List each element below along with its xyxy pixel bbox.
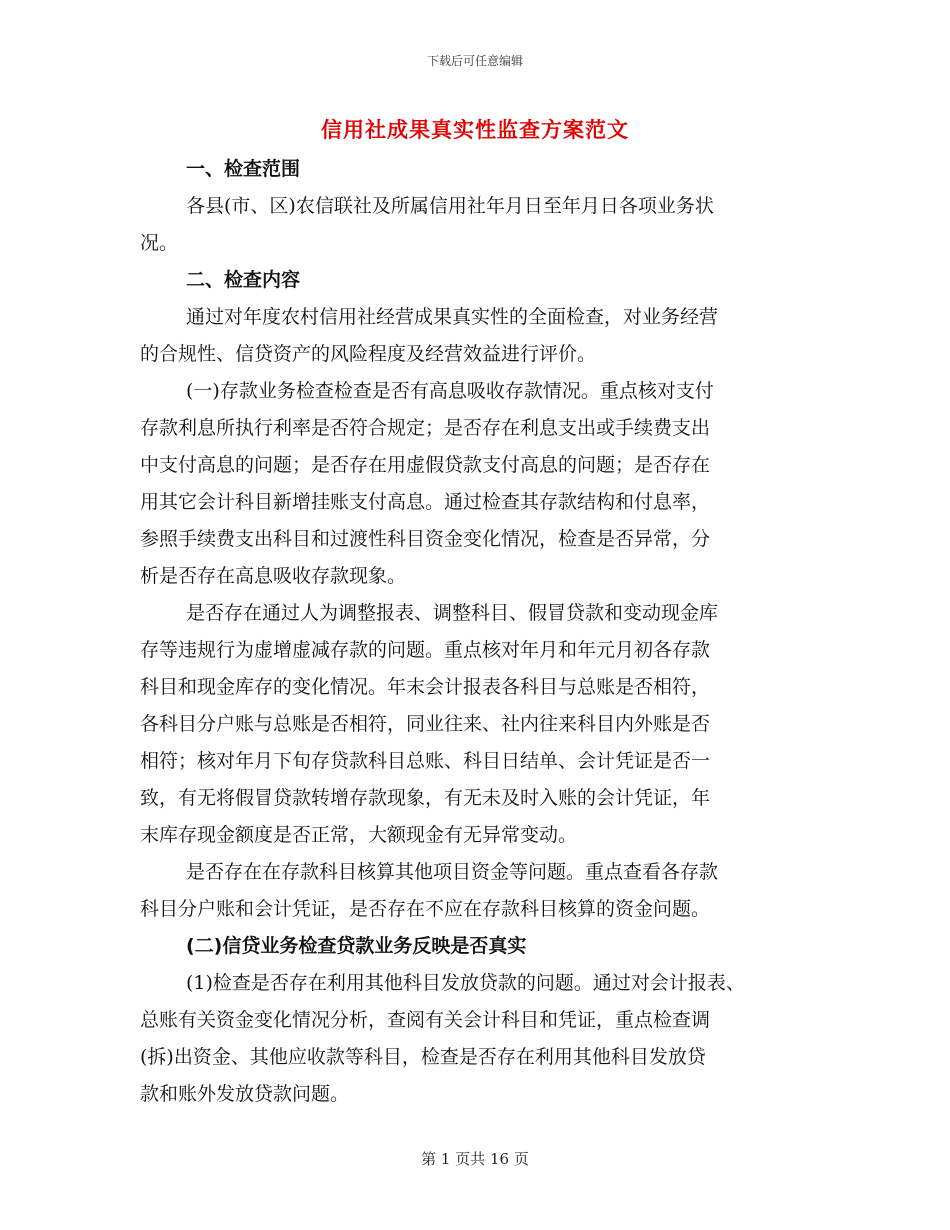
paragraph-line: 存款利息所执行利率是否符合规定；是否存在利息支出或手续费支出: [140, 417, 711, 439]
paragraph-line: 况。: [140, 232, 179, 254]
paragraph-line: 存等违规行为虚增虚减存款的问题。重点核对年月和年元月初各存款: [140, 639, 711, 661]
paragraph-line: 各县(市、区)农信联社及所属信用社年月日至年月日各项业务状: [186, 195, 714, 217]
page-footer: 第 1 页共 16 页: [421, 1150, 529, 1168]
section-heading: (二)信贷业务检查贷款业务反映是否真实: [186, 935, 527, 957]
paragraph-line: 款和账外发放贷款问题。: [140, 1083, 350, 1105]
header-note: 下载后可任意编辑: [426, 54, 523, 68]
paragraph-line: 中支付高息的问题；是否存在用虚假贷款支付高息的问题；是否存在: [140, 454, 711, 476]
paragraph-line: 科目和现金库存的变化情况。年末会计报表各科目与总账是否相符，: [140, 676, 711, 698]
paragraph-line: 致，有无将假冒贷款转增存款现象，有无未及时入账的会计凭证，年: [140, 787, 711, 809]
paragraph-line: 末库存现金额度是否正常，大额现金有无异常变动。: [140, 824, 578, 846]
paragraph-line: (一)存款业务检查检查是否有高息吸收存款情况。重点核对支付: [186, 380, 714, 402]
paragraph-line: 参照手续费支出科目和过渡性科目资金变化情况，检查是否异常，分: [140, 528, 711, 550]
paragraph-line: 析是否存在高息吸收存款现象。: [140, 565, 407, 587]
paragraph-line: 科目分户账和会计凭证，是否存在不应在存款科目核算的资金问题。: [140, 898, 711, 920]
document-title: 信用社成果真实性监查方案范文: [321, 118, 629, 142]
paragraph-line: 是否存在通过人为调整报表、调整科目、假冒贷款和变动现金库: [186, 602, 719, 624]
paragraph-line: (1)检查是否存在利用其他科目发放贷款的问题。通过对会计报表、: [186, 972, 745, 994]
paragraph-line: 总账有关资金变化情况分析，查阅有关会计科目和凭证，重点检查调: [140, 1009, 711, 1031]
section-heading: 一、检查范围: [186, 158, 301, 180]
paragraph-line: 是否存在在存款科目核算其他项目资金等问题。重点查看各存款: [186, 861, 719, 883]
paragraph-line: 各科目分户账与总账是否相符，同业往来、社内往来科目内外账是否: [140, 713, 711, 735]
paragraph-line: (拆)出资金、其他应收款等科目，检查是否存在利用其他科目发放贷: [140, 1046, 706, 1068]
paragraph-line: 的合规性、信贷资产的风险程度及经营效益进行评价。: [140, 343, 597, 365]
paragraph-line: 用其它会计科目新增挂账支付高息。通过检查其存款结构和付息率，: [140, 491, 711, 513]
paragraph-line: 通过对年度农村信用社经营成果真实性的全面检查，对业务经营: [186, 306, 719, 328]
section-heading: 二、检查内容: [186, 269, 301, 291]
paragraph-line: 相符；核对年月下旬存贷款科目总账、科目日结单、会计凭证是否一: [140, 750, 711, 772]
